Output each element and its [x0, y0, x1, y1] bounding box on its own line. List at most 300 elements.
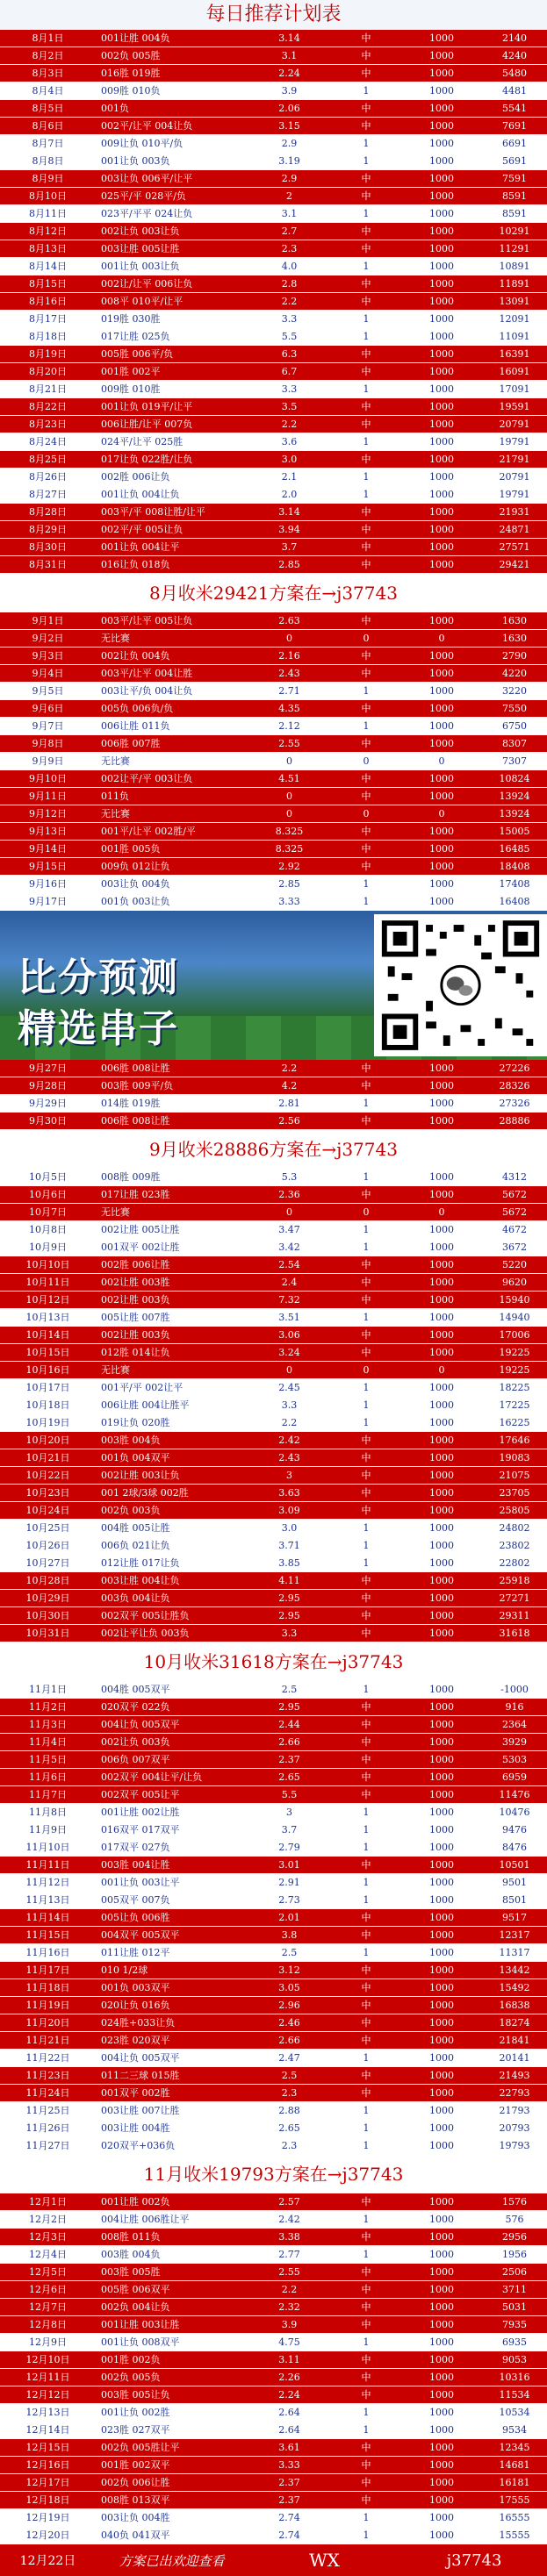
cell-date: 10月22日	[0, 1467, 96, 1485]
cell-odds: 2.26	[248, 2369, 331, 2386]
table-row	[0, 2085, 547, 2102]
cell-pick: 001让负 003让负	[96, 258, 248, 275]
table-row	[0, 1344, 547, 1362]
cell-odds: 3.12	[248, 1962, 331, 1979]
cell-odds: 2.3	[248, 2137, 331, 2155]
cell-pick: 002胜 006让负	[96, 469, 248, 486]
cell-stake: 1000	[401, 2404, 482, 2422]
cell-odds: 3.6	[248, 433, 331, 451]
cell-odds: 3.85	[248, 1555, 331, 1572]
cell-result: 1	[331, 1681, 401, 1699]
cell-stake: 1000	[401, 876, 482, 893]
cell-date: 11月18日	[0, 1979, 96, 1997]
cell-date: 10月23日	[0, 1485, 96, 1502]
table-row	[0, 2032, 547, 2050]
cell-odds: 0	[248, 1362, 331, 1379]
table-row	[0, 683, 547, 700]
cell-profit: 13924	[482, 805, 547, 823]
cell-odds: 4.35	[248, 700, 331, 718]
cell-date: 8月9日	[0, 170, 96, 188]
cell-odds: 2.66	[248, 2032, 331, 2050]
cell-profit: 3711	[482, 2281, 547, 2299]
cell-pick: 004胜 005双平	[96, 1681, 248, 1699]
cell-odds: 6.3	[248, 346, 331, 363]
cell-pick: 004胜 005让胜	[96, 1520, 248, 1537]
cell-result: 中	[331, 665, 401, 683]
table-row	[0, 240, 547, 258]
cell-odds: 3.01	[248, 1857, 331, 1874]
cell-stake: 1000	[401, 2067, 482, 2085]
footer-date: 12月22日	[19, 2554, 76, 2568]
cell-pick: 002平/让平 004让负	[96, 118, 248, 135]
cell-pick: 020双平+036负	[96, 2137, 248, 2155]
cell-result: 1	[331, 2102, 401, 2120]
cell-profit: 10891	[482, 258, 547, 275]
cell-result: 中	[331, 223, 401, 240]
cell-result: 中	[331, 363, 401, 381]
cell-result: 1	[331, 683, 401, 700]
cell-stake: 1000	[401, 1699, 482, 1716]
cell-odds: 3.33	[248, 2457, 331, 2474]
cell-profit: 27271	[482, 1590, 547, 1607]
table-row	[0, 1909, 547, 1927]
cell-odds: 4.0	[248, 258, 331, 275]
table-row	[0, 2457, 547, 2474]
cell-stake: 1000	[401, 612, 482, 630]
cell-result: 中	[331, 275, 401, 293]
table-row	[0, 1555, 547, 1572]
cell-pick: 006让胜/让平 007负	[96, 416, 248, 433]
cell-result: 1	[331, 135, 401, 153]
cell-profit: 14681	[482, 2457, 547, 2474]
cell-stake: 1000	[401, 328, 482, 346]
plan-table	[0, 1681, 547, 2155]
cell-profit: 17091	[482, 381, 547, 398]
cell-date: 11月1日	[0, 1681, 96, 1699]
table-row	[0, 1362, 547, 1379]
cell-date: 12月17日	[0, 2474, 96, 2492]
cell-pick: 002负 005胜让平	[96, 2439, 248, 2457]
table-row	[0, 2404, 547, 2422]
cell-date: 12月9日	[0, 2334, 96, 2351]
cell-stake: 1000	[401, 30, 482, 47]
cell-pick: 023平/平平 024让负	[96, 205, 248, 223]
cell-pick: 016让负 018负	[96, 556, 248, 574]
promo-banner	[0, 911, 547, 1060]
cell-result: 中	[331, 1449, 401, 1467]
table-row	[0, 1892, 547, 1909]
cell-stake: 1000	[401, 539, 482, 556]
cell-stake: 1000	[401, 1997, 482, 2014]
cell-odds: 3.51	[248, 1309, 331, 1327]
table-row	[0, 1590, 547, 1607]
cell-profit: 18225	[482, 1379, 547, 1397]
table-row	[0, 1113, 547, 1130]
cell-result: 中	[331, 2351, 401, 2369]
table-row	[0, 893, 547, 911]
cell-odds: 2.46	[248, 2014, 331, 2032]
cell-odds: 2.44	[248, 1716, 331, 1734]
cell-pick: 008胜 011负	[96, 2229, 248, 2246]
cell-profit: 10534	[482, 2404, 547, 2422]
cell-profit: 8591	[482, 205, 547, 223]
cell-date: 11月2日	[0, 1699, 96, 1716]
cell-profit: 2364	[482, 1716, 547, 1734]
cell-pick: 002让胜 003让负	[96, 1467, 248, 1485]
cell-pick: 016双平 017双平	[96, 1821, 248, 1839]
cell-stake: 1000	[401, 118, 482, 135]
cell-odds: 3.06	[248, 1327, 331, 1344]
cell-odds: 2.77	[248, 2246, 331, 2264]
sections-container	[0, 30, 547, 2544]
cell-profit: 4481	[482, 82, 547, 100]
cell-profit: 12345	[482, 2439, 547, 2457]
cell-odds: 3.05	[248, 1979, 331, 1997]
cell-result: 中	[331, 1962, 401, 1979]
cell-stake: 1000	[401, 82, 482, 100]
cell-date: 11月20日	[0, 2014, 96, 2032]
table-row	[0, 2281, 547, 2299]
plan-table	[0, 1060, 547, 1130]
cell-profit: 3672	[482, 1239, 547, 1256]
cell-odds: 2.96	[248, 1997, 331, 2014]
cell-result: 中	[331, 841, 401, 858]
cell-pick: 003胜 005胜	[96, 2264, 248, 2281]
cell-date: 10月5日	[0, 1169, 96, 1186]
cell-result: 中	[331, 2316, 401, 2334]
cell-odds: 2.37	[248, 2474, 331, 2492]
cell-profit: 5303	[482, 1751, 547, 1769]
cell-profit: 11891	[482, 275, 547, 293]
cell-result: 中	[331, 1432, 401, 1449]
cell-result: 1	[331, 1520, 401, 1537]
cell-profit: 10291	[482, 223, 547, 240]
cell-pick: 001胜 002负	[96, 2351, 248, 2369]
qr-code-icon[interactable]	[374, 914, 547, 1056]
cell-profit: 4220	[482, 665, 547, 683]
cell-odds: 2.32	[248, 2299, 331, 2316]
cell-odds: 3.3	[248, 1397, 331, 1414]
table-row	[0, 1520, 547, 1537]
cell-profit: 3220	[482, 683, 547, 700]
table-row	[0, 293, 547, 311]
cell-result: 中	[331, 556, 401, 574]
table-row	[0, 398, 547, 416]
cell-stake: 1000	[401, 258, 482, 275]
table-row	[0, 539, 547, 556]
cell-odds: 2.73	[248, 1892, 331, 1909]
cell-pick: 001胜 002平	[96, 363, 248, 381]
cell-date: 12月4日	[0, 2246, 96, 2264]
cell-date: 11月27日	[0, 2137, 96, 2155]
cell-profit: 8307	[482, 735, 547, 753]
cell-stake: 1000	[401, 2102, 482, 2120]
cell-date: 11月19日	[0, 1997, 96, 2014]
table-row	[0, 1874, 547, 1892]
cell-pick: 004双平 005双平	[96, 1927, 248, 1944]
cell-stake: 1000	[401, 770, 482, 788]
cell-date: 10月21日	[0, 1449, 96, 1467]
cell-pick: 003让负 004负	[96, 876, 248, 893]
cell-odds: 3.9	[248, 82, 331, 100]
cell-odds: 2.95	[248, 1607, 331, 1625]
cell-date: 8月14日	[0, 258, 96, 275]
cell-result: 中	[331, 398, 401, 416]
cell-result: 中	[331, 2067, 401, 2085]
cell-result: 1	[331, 893, 401, 911]
cell-date: 11月5日	[0, 1751, 96, 1769]
cell-result: 中	[331, 1699, 401, 1716]
cell-date: 12月19日	[0, 2509, 96, 2527]
cell-odds: 2.3	[248, 240, 331, 258]
cell-result: 中	[331, 1857, 401, 1874]
cell-stake: 1000	[401, 1432, 482, 1449]
cell-result: 中	[331, 1485, 401, 1502]
cell-pick: 004让胜 006胜让平	[96, 2211, 248, 2229]
table-row	[0, 486, 547, 504]
cell-stake: 0	[401, 753, 482, 770]
cell-pick: 001让负 003负	[96, 153, 248, 170]
cell-result: 中	[331, 1292, 401, 1309]
cell-stake: 1000	[401, 1239, 482, 1256]
table-row	[0, 100, 547, 118]
cell-date: 10月11日	[0, 1274, 96, 1292]
cell-stake: 1000	[401, 1839, 482, 1857]
cell-pick: 009让负 010平/负	[96, 135, 248, 153]
footer-bar	[0, 2544, 547, 2576]
cell-date: 11月13日	[0, 1892, 96, 1909]
table-row	[0, 2050, 547, 2067]
cell-stake: 1000	[401, 2211, 482, 2229]
cell-date: 10月29日	[0, 1590, 96, 1607]
cell-stake: 1000	[401, 521, 482, 539]
cell-profit: 25918	[482, 1572, 547, 1590]
cell-profit: 11091	[482, 328, 547, 346]
cell-odds: 2.45	[248, 1379, 331, 1397]
table-row	[0, 753, 547, 770]
cell-result: 0	[331, 753, 401, 770]
cell-profit: 23705	[482, 1485, 547, 1502]
cell-stake: 1000	[401, 1590, 482, 1607]
table-row	[0, 2067, 547, 2085]
table-row	[0, 1997, 547, 2014]
cell-odds: 2.47	[248, 2050, 331, 2067]
cell-stake: 1000	[401, 1786, 482, 1804]
cell-date: 9月16日	[0, 876, 96, 893]
cell-odds: 5.3	[248, 1169, 331, 1186]
cell-pick: 017让胜 025负	[96, 328, 248, 346]
cell-stake: 1000	[401, 65, 482, 82]
table-row	[0, 1979, 547, 1997]
cell-pick: 020让负 016负	[96, 1997, 248, 2014]
cell-odds: 3.8	[248, 1927, 331, 1944]
cell-result: 1	[331, 2404, 401, 2422]
cell-pick: 001让负 003让平	[96, 1874, 248, 1892]
cell-stake: 1000	[401, 205, 482, 223]
cell-date: 8月24日	[0, 433, 96, 451]
footer-id[interactable]: j37743	[446, 2551, 502, 2570]
table-row	[0, 2316, 547, 2334]
cell-date: 9月4日	[0, 665, 96, 683]
table-row	[0, 612, 547, 630]
cell-pick: 001双平 002让胜	[96, 1239, 248, 1256]
table-row	[0, 1186, 547, 1204]
cell-date: 10月15日	[0, 1344, 96, 1362]
cell-odds: 2.24	[248, 2386, 331, 2404]
cell-profit: 11291	[482, 240, 547, 258]
cell-odds: 2.2	[248, 416, 331, 433]
cell-profit: 6691	[482, 135, 547, 153]
cell-odds: 2.1	[248, 469, 331, 486]
cell-stake: 1000	[401, 700, 482, 718]
table-row	[0, 2211, 547, 2229]
cell-stake: 1000	[401, 1292, 482, 1309]
cell-pick: 009负 012让负	[96, 858, 248, 876]
cell-odds: 2.74	[248, 2527, 331, 2544]
cell-stake: 1000	[401, 1186, 482, 1204]
cell-pick: 012让胜 017让负	[96, 1555, 248, 1572]
cell-pick: 001让胜 003让胜	[96, 2316, 248, 2334]
cell-result: 1	[331, 486, 401, 504]
cell-date: 8月21日	[0, 381, 96, 398]
cell-pick: 003让平/负 004让负	[96, 683, 248, 700]
cell-result: 中	[331, 1909, 401, 1927]
cell-date: 11月21日	[0, 2032, 96, 2050]
cell-date: 11月10日	[0, 1839, 96, 1857]
cell-result: 中	[331, 30, 401, 47]
cell-pick: 005胜 006平/负	[96, 346, 248, 363]
cell-profit: 15005	[482, 823, 547, 841]
cell-stake: 1000	[401, 1857, 482, 1874]
cell-profit: 15492	[482, 1979, 547, 1997]
cell-pick: 006胜 007胜	[96, 735, 248, 753]
plan-table	[0, 612, 547, 911]
cell-stake: 1000	[401, 1734, 482, 1751]
cell-pick: 009胜 010胜	[96, 381, 248, 398]
cell-date: 8月30日	[0, 539, 96, 556]
cell-odds: 2.79	[248, 1839, 331, 1857]
cell-odds: 2.24	[248, 65, 331, 82]
cell-pick: 006胜 008让胜	[96, 1060, 248, 1077]
table-row	[0, 82, 547, 100]
cell-result: 中	[331, 188, 401, 205]
cell-pick: 005双平 007负	[96, 1892, 248, 1909]
table-row	[0, 876, 547, 893]
cell-stake: 1000	[401, 1095, 482, 1113]
cell-result: 中	[331, 2193, 401, 2211]
cell-stake: 0	[401, 1362, 482, 1379]
cell-date: 10月7日	[0, 1204, 96, 1221]
cell-stake: 1000	[401, 718, 482, 735]
cell-date: 10月17日	[0, 1379, 96, 1397]
cell-date: 9月8日	[0, 735, 96, 753]
cell-odds: 3.19	[248, 153, 331, 170]
cell-result: 中	[331, 1113, 401, 1130]
table-row	[0, 311, 547, 328]
table-row	[0, 2137, 547, 2155]
cell-odds: 3.38	[248, 2229, 331, 2246]
cell-result: 1	[331, 2050, 401, 2067]
table-row	[0, 1839, 547, 1857]
table-row	[0, 381, 547, 398]
cell-profit: 17006	[482, 1327, 547, 1344]
cell-stake: 1000	[401, 346, 482, 363]
cell-stake: 1000	[401, 504, 482, 521]
cell-pick: 016胜 019胜	[96, 65, 248, 82]
table-row	[0, 1414, 547, 1432]
cell-pick: 005胜 006双平	[96, 2281, 248, 2299]
cell-stake: 1000	[401, 1874, 482, 1892]
cell-date: 10月25日	[0, 1520, 96, 1537]
table-row	[0, 521, 547, 539]
cell-odds: 2.0	[248, 486, 331, 504]
cell-date: 9月2日	[0, 630, 96, 648]
cell-pick: 001让负 002胜	[96, 2404, 248, 2422]
cell-profit: 5672	[482, 1186, 547, 1204]
cell-pick: 003胜 004让胜	[96, 1857, 248, 1874]
table-row	[0, 2264, 547, 2281]
cell-odds: 3.14	[248, 504, 331, 521]
cell-result: 中	[331, 2264, 401, 2281]
cell-result: 1	[331, 2211, 401, 2229]
cell-result: 1	[331, 1239, 401, 1256]
cell-pick: 001 2球/3球 002胜	[96, 1485, 248, 1502]
cell-date: 9月29日	[0, 1095, 96, 1113]
cell-profit: 16391	[482, 346, 547, 363]
cell-result: 1	[331, 328, 401, 346]
cell-result: 1	[331, 1169, 401, 1186]
cell-stake: 1000	[401, 1274, 482, 1292]
cell-result: 中	[331, 451, 401, 469]
cell-stake: 1000	[401, 2492, 482, 2509]
cell-pick: 024胜+033让负	[96, 2014, 248, 2032]
table-row	[0, 2422, 547, 2439]
cell-date: 11月23日	[0, 2067, 96, 2085]
table-row	[0, 153, 547, 170]
cell-date: 8月2日	[0, 47, 96, 65]
cell-pick: 003让负 006平/让平	[96, 170, 248, 188]
cell-stake: 1000	[401, 2299, 482, 2316]
cell-profit: 7691	[482, 118, 547, 135]
cell-date: 11月17日	[0, 1962, 96, 1979]
cell-pick: 001负 004双平	[96, 1449, 248, 1467]
cell-pick: 003平/平 008让胜/让平	[96, 504, 248, 521]
cell-profit: 1576	[482, 2193, 547, 2211]
table-row	[0, 135, 547, 153]
cell-odds: 2.37	[248, 1751, 331, 1769]
cell-profit: 19083	[482, 1449, 547, 1467]
cell-stake: 1000	[401, 486, 482, 504]
cell-odds: 2.5	[248, 1681, 331, 1699]
cell-result: 1	[331, 1839, 401, 1857]
cell-date: 9月17日	[0, 893, 96, 911]
cell-stake: 1000	[401, 1892, 482, 1909]
cell-result: 中	[331, 858, 401, 876]
table-row	[0, 433, 547, 451]
cell-result: 中	[331, 1572, 401, 1590]
cell-stake: 1000	[401, 293, 482, 311]
cell-odds: 3.63	[248, 1485, 331, 1502]
cell-date: 11月14日	[0, 1909, 96, 1927]
cell-date: 12月1日	[0, 2193, 96, 2211]
cell-date: 12月7日	[0, 2299, 96, 2316]
cell-pick: 002让胜 005让胜	[96, 1221, 248, 1239]
cell-odds: 2.06	[248, 100, 331, 118]
table-row	[0, 1769, 547, 1786]
month-summary: 8月收米29421方案在→j37743	[0, 574, 547, 612]
cell-profit: 22793	[482, 2085, 547, 2102]
cell-stake: 1000	[401, 665, 482, 683]
